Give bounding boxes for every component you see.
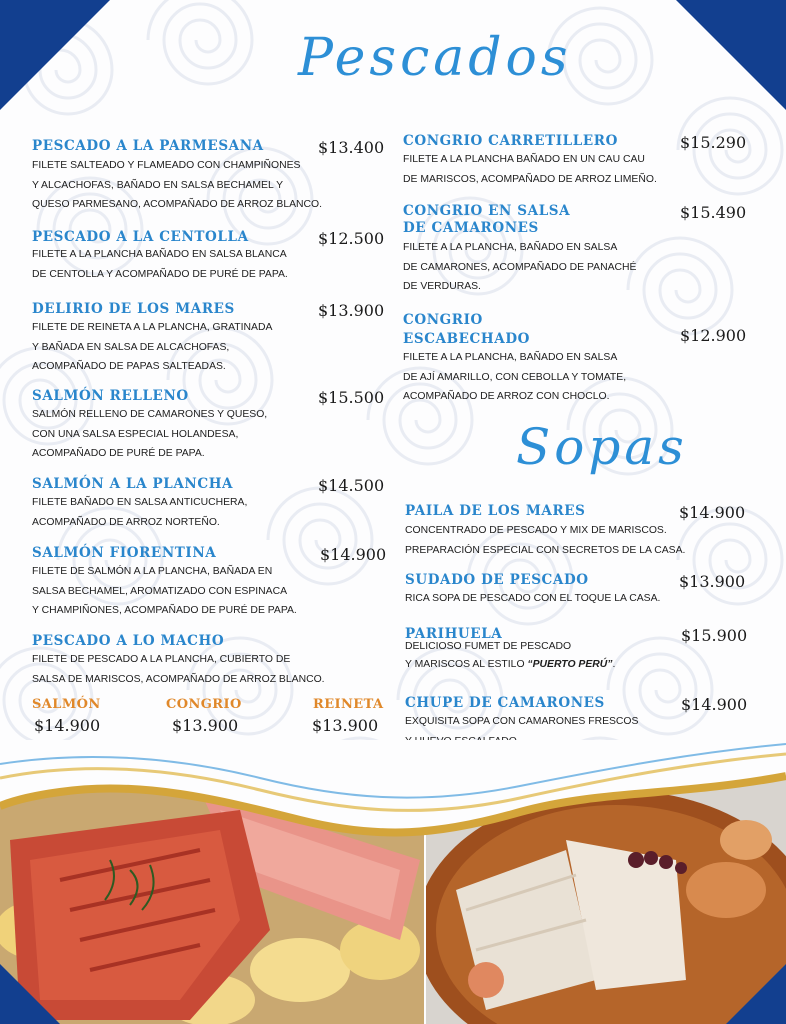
menu-item-sudado-pescado bbox=[405, 572, 748, 612]
item-name: CONGRIO CARRETILLERO bbox=[403, 133, 618, 149]
item-price: $14.900 bbox=[681, 695, 748, 714]
item-price: $13.900 bbox=[679, 572, 746, 591]
item-description: FILETE A LA PLANCHA BAÑADO EN SALSA BLANCA DE CENTOLLA Y ACOMPAÑADO DE PURÉ DE PAPA. bbox=[32, 249, 288, 280]
item-name: SALMÓN A LA PLANCHA bbox=[32, 476, 234, 492]
item-price: $13.900 bbox=[318, 301, 385, 320]
item-price: $15.900 bbox=[681, 626, 748, 645]
item-description: SALMÓN RELLENO DE CAMARONES Y QUESO, CON UNA SALSA ESPECIAL HOLANDESA, ACOMPAÑADO DE PURÉ DE PAPA. bbox=[32, 409, 268, 459]
item-name-line-1: CONGRIO EN SALSA bbox=[403, 203, 571, 219]
item-description: FILETE DE SALMÓN A LA PLANCHA, BAÑADA EN SALSA BECHAMEL, AROMATIZADO CON ESPINACA Y CHAMPIÑONES, ACOMPAÑADO DE PURÉ DE PAPA. bbox=[32, 566, 297, 616]
item-description: FILETE SALTEADO Y FLAMEADO CON CHAMPIÑONES Y ALCACHOFAS, BAÑADO EN SALSA BECHAMEL Y QUESO PARMESANO, ACOMPAÑADO DE ARROZ BLANCO. bbox=[32, 160, 323, 210]
item-description: EXQUISITA SOPA CON CAMARONES FRESCOS bbox=[405, 716, 639, 727]
item-name: PAILA DE LOS MARES bbox=[405, 503, 586, 519]
item-name: PESCADO A LA PARMESANA bbox=[32, 138, 264, 154]
item-price: $15.500 bbox=[318, 388, 385, 407]
sopas-title: Sopas bbox=[516, 418, 688, 476]
item-name-line-2: DE CAMARONES bbox=[403, 220, 539, 236]
item-price: $12.500 bbox=[318, 229, 385, 248]
item-name: DELIRIO DE LOS MARES bbox=[32, 301, 235, 317]
fish-option-reineta-label: REINETA bbox=[313, 697, 384, 712]
gold-wave-divider bbox=[0, 740, 786, 850]
item-name: PARIHUELA bbox=[405, 626, 503, 642]
item-description: FILETE DE PESCADO A LA PLANCHA, CUBIERTO DE SALSA DE MARISCOS, ACOMPAÑADO DE ARROZ BLANCO. bbox=[32, 654, 325, 685]
item-price: $14.900 bbox=[679, 503, 746, 522]
menu-item-salmon-plancha bbox=[32, 476, 384, 534]
menu-item-parihuela bbox=[405, 626, 748, 678]
fish-option-congrio-price: $13.900 bbox=[172, 716, 239, 735]
item-name: SALMÓN FIORENTINA bbox=[32, 545, 217, 561]
item-description: FILETE A LA PLANCHA, BAÑADO EN SALSA DE CAMARONES, ACOMPAÑADO DE PANACHÉ DE VERDURAS. bbox=[403, 242, 637, 292]
menu-item-paila-mares bbox=[405, 503, 748, 561]
item-price: $13.400 bbox=[318, 138, 385, 157]
bottom-right-corner-decoration bbox=[726, 964, 786, 1024]
menu-item-delirio-mares bbox=[32, 301, 384, 377]
item-price: $14.500 bbox=[318, 476, 385, 495]
fish-option-congrio-label: CONGRIO bbox=[166, 697, 242, 712]
item-description: FILETE BAÑADO EN SALSA ANTICUCHERA, ACOMPAÑADO DE ARROZ NORTEÑO. bbox=[32, 497, 248, 528]
pescados-title: Pescados bbox=[298, 28, 572, 88]
item-name: SUDADO DE PESCADO bbox=[405, 572, 589, 588]
fish-option-reineta-price: $13.900 bbox=[312, 716, 379, 735]
top-right-corner-decoration bbox=[676, 0, 786, 110]
menu-item-pescado-macho bbox=[32, 633, 384, 691]
menu-item-congrio-escabechado bbox=[403, 312, 748, 408]
menu-item-congrio-salsa-camarones bbox=[403, 203, 748, 295]
item-description: RICA SOPA DE PESCADO CON EL TOQUE LA CASA. bbox=[405, 593, 661, 604]
bottom-left-corner-decoration bbox=[0, 964, 60, 1024]
fish-option-salmon-price: $14.900 bbox=[34, 716, 101, 735]
item-description: FILETE DE REINETA A LA PLANCHA, GRATINADA Y BAÑADA EN SALSA DE ALCACHOFAS, ACOMPAÑADO DE PAPAS SALTEADAS. bbox=[32, 322, 273, 372]
top-left-corner-decoration bbox=[0, 0, 110, 110]
item-name: CHUPE DE CAMARONES bbox=[405, 695, 605, 711]
item-description: CONCENTRADO DE PESCADO Y MIX DE MARISCOS. PREPARACIÓN ESPECIAL CON SECRETOS DE LA CASA. bbox=[405, 525, 686, 556]
item-name: PESCADO A LO MACHO bbox=[32, 633, 225, 649]
item-name-line-2: ESCABECHADO bbox=[403, 331, 530, 347]
menu-item-salmon-fiorentina bbox=[32, 545, 387, 621]
item-description: FILETE A LA PLANCHA, BAÑADO EN SALSA DE AJÍ AMARILLO, CON CEBOLLA Y TOMATE, ACOMPAÑADO DE ARROZ CON CHOCLO. bbox=[403, 352, 627, 402]
fish-option-salmon-label: SALMÓN bbox=[32, 697, 101, 712]
menu-item-congrio-carretillero bbox=[403, 133, 748, 191]
item-name-line-1: CONGRIO bbox=[403, 312, 483, 328]
item-price: $15.490 bbox=[680, 203, 747, 222]
item-description: DELICIOSO FUMET DE PESCADO Y MARISCOS AL ESTILO “PUERTO PERÚ”. bbox=[405, 641, 616, 670]
item-price: $12.900 bbox=[680, 326, 747, 345]
item-description: FILETE A LA PLANCHA BAÑADO EN UN CAU CAU DE MARISCOS, ACOMPAÑADO DE ARROZ LIMEÑO. bbox=[403, 154, 657, 185]
item-price: $15.290 bbox=[680, 133, 747, 152]
menu-item-salmon-relleno bbox=[32, 388, 384, 464]
item-name: SALMÓN RELLENO bbox=[32, 388, 189, 404]
item-price: $14.900 bbox=[320, 545, 387, 564]
menu-item-pescado-centolla bbox=[32, 229, 384, 289]
menu-item-pescado-parmesana bbox=[32, 138, 384, 218]
item-name: PESCADO A LA CENTOLLA bbox=[32, 229, 249, 245]
